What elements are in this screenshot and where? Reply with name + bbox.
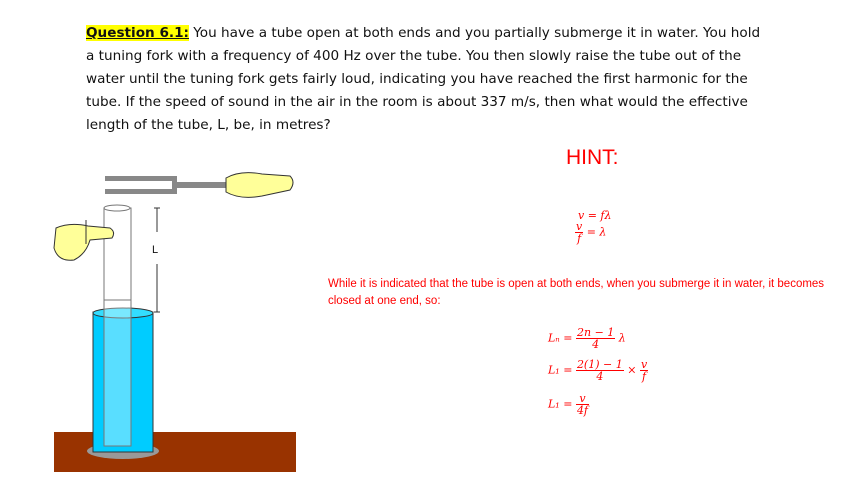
tube xyxy=(104,208,131,446)
equation-wave: v = fλ xyxy=(578,209,612,222)
equation-length: L₁ = $\frac{v}{4f}$ xyxy=(548,392,589,417)
equation-wavelength: $\frac{v}{f}$ = λ xyxy=(576,220,607,245)
equation-first-harmonic: L₁ = $\frac{2(1) - 1}{4}$ × $\frac{v}{f}$ xyxy=(548,358,648,383)
tuning-fork xyxy=(105,176,177,181)
hint-note: While it is indicated that the tube is open at both ends, when you submerge it in water, it becomes closed at one end, so: xyxy=(328,278,825,307)
equation-harmonic: Lₙ = $\frac{2n - 1}{4}$ λ xyxy=(548,326,626,351)
question-body: You have a tube open at both ends and you partially submerge it in water. You hold a tuning fork with a frequency of 400 Hz over the tube. You then slowly raise the tube out of the water until the tuning fork gets fairly loud, indicating you have reached the first harmonic for the tube. If the speed of sound in the air in the room is about 337 m/s, then what would the effective length of the tube, L, be, in metres? xyxy=(86,25,761,133)
length-label: L xyxy=(152,244,159,256)
tube-top xyxy=(104,205,130,211)
right-hand xyxy=(226,173,293,198)
question-label: Question 6.1: xyxy=(86,25,189,41)
hint-title: HINT: xyxy=(566,146,619,169)
